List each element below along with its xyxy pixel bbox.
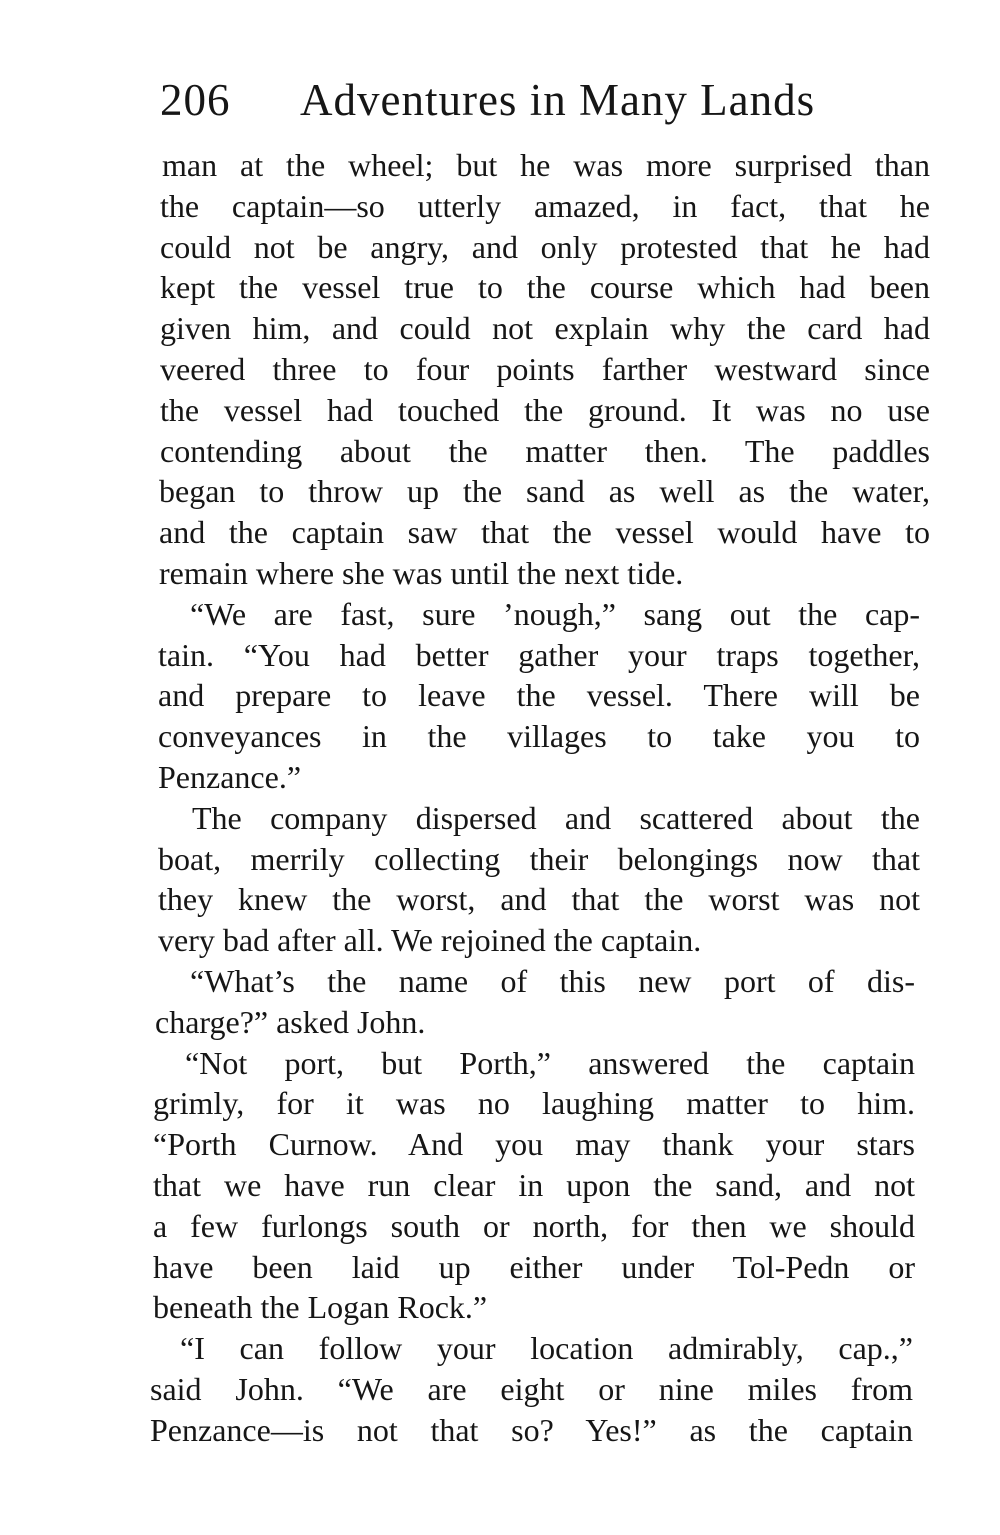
- text-line: “What’s the name of this new port of dis-: [190, 962, 915, 999]
- body-text: [150, 145, 930, 1451]
- text-line: the captain—so utterly amazed, in fact, that he: [160, 187, 930, 224]
- text-line: tain. “You had better gather your traps together,: [158, 636, 920, 673]
- text-line: could not be angry, and only protested that he had: [160, 228, 930, 265]
- text-line: conveyances in the villages to take you to: [158, 718, 920, 755]
- text-line: very bad after all. We rejoined the captain.: [158, 922, 702, 959]
- text-line: “I can follow your location admirably, cap.,”: [180, 1330, 913, 1367]
- text-line: and prepare to leave the vessel. There will be: [158, 677, 920, 714]
- text-line: kept the vessel true to the course which had been: [160, 269, 930, 306]
- text-line: Penzance.”: [158, 758, 302, 795]
- text-line: a few furlongs south or north, for then we should: [153, 1207, 915, 1244]
- text-line: “Not port, but Porth,” answered the captain: [185, 1044, 915, 1081]
- text-line: The company dispersed and scattered about the: [192, 799, 920, 836]
- running-title: Adventures in Many Lands: [300, 75, 816, 125]
- text-line: said John. “We are eight or nine miles from: [150, 1370, 913, 1407]
- page-header: [160, 70, 920, 140]
- page-number: 206: [160, 75, 231, 125]
- text-line: “Porth Curnow. And you may thank your stars: [153, 1126, 915, 1163]
- text-line: that we have run clear in upon the sand, and not: [153, 1166, 915, 1203]
- text-line: man at the wheel; but he was more surprised than: [162, 147, 930, 183]
- text-line: boat, merrily collecting their belongings now that: [158, 840, 920, 877]
- text-line: began to throw up the sand as well as the water,: [159, 473, 930, 510]
- text-line: grimly, for it was no laughing matter to him.: [153, 1085, 915, 1122]
- text-line: the vessel had touched the ground. It was no use: [160, 391, 930, 428]
- text-line: “We are fast, sure ’nough,” sang out the cap-: [190, 595, 920, 632]
- text-line: have been laid up either under Tol-Pedn or: [153, 1248, 915, 1285]
- text-line: charge?” asked John.: [155, 1003, 426, 1040]
- text-line: Penzance—is not that so? Yes!” as the captain: [150, 1411, 913, 1448]
- text-line: they knew the worst, and that the worst was not: [158, 881, 920, 918]
- text-line: remain where she was until the next tide.: [159, 554, 684, 591]
- text-line: and the captain saw that the vessel would have to: [159, 514, 930, 551]
- text-line: contending about the matter then. The paddles: [160, 432, 930, 469]
- text-line: beneath the Logan Rock.”: [153, 1289, 488, 1326]
- text-line: given him, and could not explain why the card had: [160, 310, 930, 347]
- text-line: veered three to four points farther westward since: [160, 350, 930, 387]
